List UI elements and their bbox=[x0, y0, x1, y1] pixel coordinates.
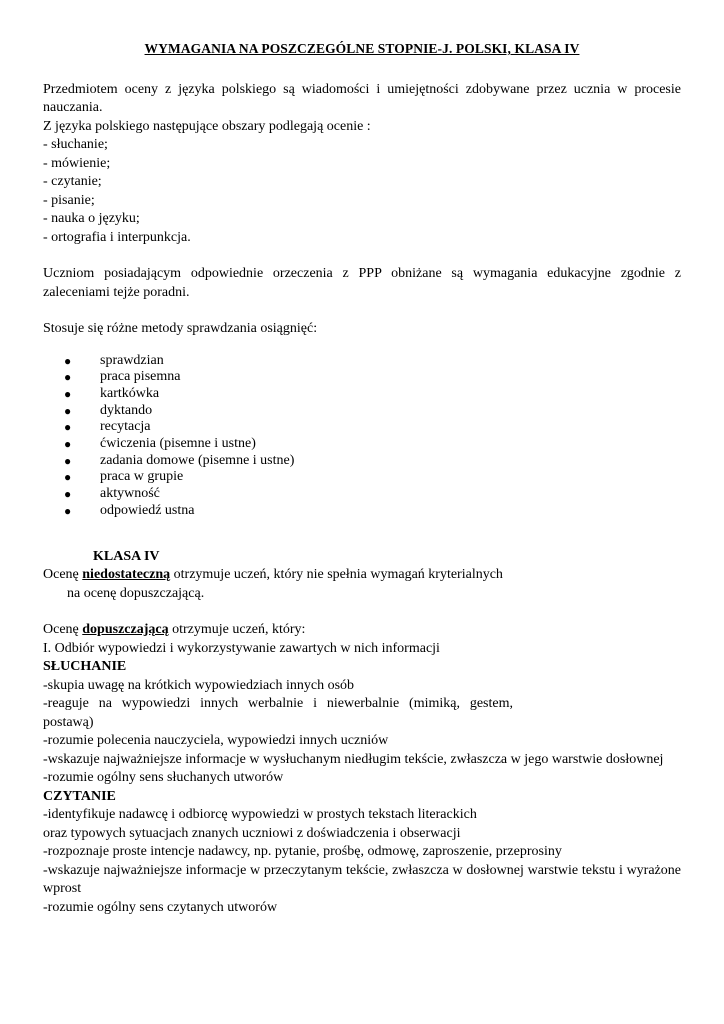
section-heading: I. Odbiór wypowiedzi i wykorzystywanie zawartych w nich informacji bbox=[43, 640, 440, 656]
sluchanie-heading: SŁUCHANIE bbox=[43, 659, 127, 675]
bullet-icon: ● bbox=[64, 420, 72, 435]
bullet-icon: ● bbox=[64, 503, 72, 518]
ppp-paragraph: Uczniom posiadającym odpowiednie orzeczenia z PPP obniżane są wymagania edukacyjne zgodnie z zaleceniami tejże poradni. bbox=[43, 266, 681, 300]
list-item: ● dyktando bbox=[64, 402, 153, 418]
grade-niedostateczna: niedostateczną bbox=[82, 567, 171, 583]
bullet-icon: ● bbox=[64, 470, 72, 485]
area-item: - słuchanie; bbox=[43, 137, 108, 152]
intro-paragraph: Przedmiotem oceny z języka polskiego są wiadomości i umiejętności zdobywane przez ucznia w procesie nauczania. bbox=[43, 81, 681, 115]
czytanie-heading: CZYTANIE bbox=[43, 788, 116, 804]
bullet-icon: ● bbox=[64, 487, 72, 502]
document-title: WYMAGANIA NA POSZCZEGÓLNE STOPNIE-J. POLSKI, KLASA IV bbox=[144, 41, 580, 56]
list-item: ● aktywność bbox=[64, 486, 160, 502]
area-item: - mówienie; bbox=[43, 155, 111, 171]
area-item: - nauka o języku; bbox=[43, 211, 140, 226]
bullet-icon: ● bbox=[64, 386, 72, 401]
areas-intro: Z języka polskiego następujące obszary podlegają ocenie : bbox=[43, 118, 371, 134]
czytanie-item: -rozpoznaje proste intencje nadawcy, np. pytanie, prośbę, odmowę, zaproszenie, przeprosiny bbox=[43, 844, 562, 860]
list-item: ● ćwiczenia (pisemne i ustne) bbox=[64, 436, 256, 452]
list-item: ● praca pisemna bbox=[64, 369, 181, 385]
sluchanie-item: -reaguje na wypowiedzi innych werbalnie i niewerbalnie (mimiką, gestem, postawą) bbox=[43, 696, 513, 730]
czytanie-item: oraz typowych sytuacjach znanych uczniowi z doświadczenia i obserwacji bbox=[43, 825, 461, 841]
area-item: - ortografia i interpunkcja. bbox=[43, 229, 191, 245]
document-page bbox=[43, 40, 681, 917]
dopuszczajaca-line: Ocenę dopuszczającą otrzymuje uczeń, który: bbox=[43, 622, 306, 638]
niedostateczna-line-2: na ocenę dopuszczającą. bbox=[67, 585, 205, 601]
sluchanie-item: -rozumie ogólny sens słuchanych utworów bbox=[43, 770, 284, 786]
bullet-icon: ● bbox=[64, 453, 72, 468]
area-item: - czytanie; bbox=[43, 174, 102, 189]
list-item: ● praca w grupie bbox=[64, 469, 184, 485]
sluchanie-item: -skupia uwagę na krótkich wypowiedziach innych osób bbox=[43, 677, 355, 693]
czytanie-item: -identyfikuje nadawcę i odbiorcę wypowiedzi w prostych tekstach literackich bbox=[43, 807, 477, 823]
methods-intro: Stosuje się różne metody sprawdzania osiągnięć: bbox=[43, 321, 318, 336]
bullet-icon: ● bbox=[64, 437, 72, 452]
class-heading: KLASA IV bbox=[93, 548, 160, 564]
list-item: ● kartkówka bbox=[64, 385, 160, 401]
sluchanie-item: -rozumie polecenia nauczyciela, wypowiedzi innych uczniów bbox=[43, 733, 389, 749]
czytanie-item: -rozumie ogólny sens czytanych utworów bbox=[43, 899, 278, 915]
bullet-icon: ● bbox=[64, 353, 72, 368]
grade-dopuszczajaca: dopuszczającą bbox=[82, 622, 169, 638]
niedostateczna-line: Ocenę niedostateczną otrzymuje uczeń, który nie spełnia wymagań kryterialnych bbox=[43, 567, 503, 583]
list-item: ● recytacja bbox=[64, 419, 151, 435]
czytanie-item: -wskazuje najważniejsze informacje w przeczytanym tekście, zwłaszcza w dosłownej warstwie tekstu i wyrażone wprost bbox=[43, 862, 681, 897]
bullet-icon: ● bbox=[64, 403, 72, 418]
methods-list bbox=[43, 353, 681, 520]
area-item: - pisanie; bbox=[43, 192, 95, 208]
list-item: ● sprawdzian bbox=[64, 352, 164, 368]
list-item: ● odpowiedź ustna bbox=[64, 502, 195, 518]
list-item: ● zadania domowe (pisemne i ustne) bbox=[64, 452, 295, 468]
sluchanie-item: -wskazuje najważniejsze informacje w wysłuchanym niedługim tekście, zwłaszcza w jego warstwie dosłownej bbox=[43, 751, 664, 767]
bullet-icon: ● bbox=[64, 370, 72, 385]
